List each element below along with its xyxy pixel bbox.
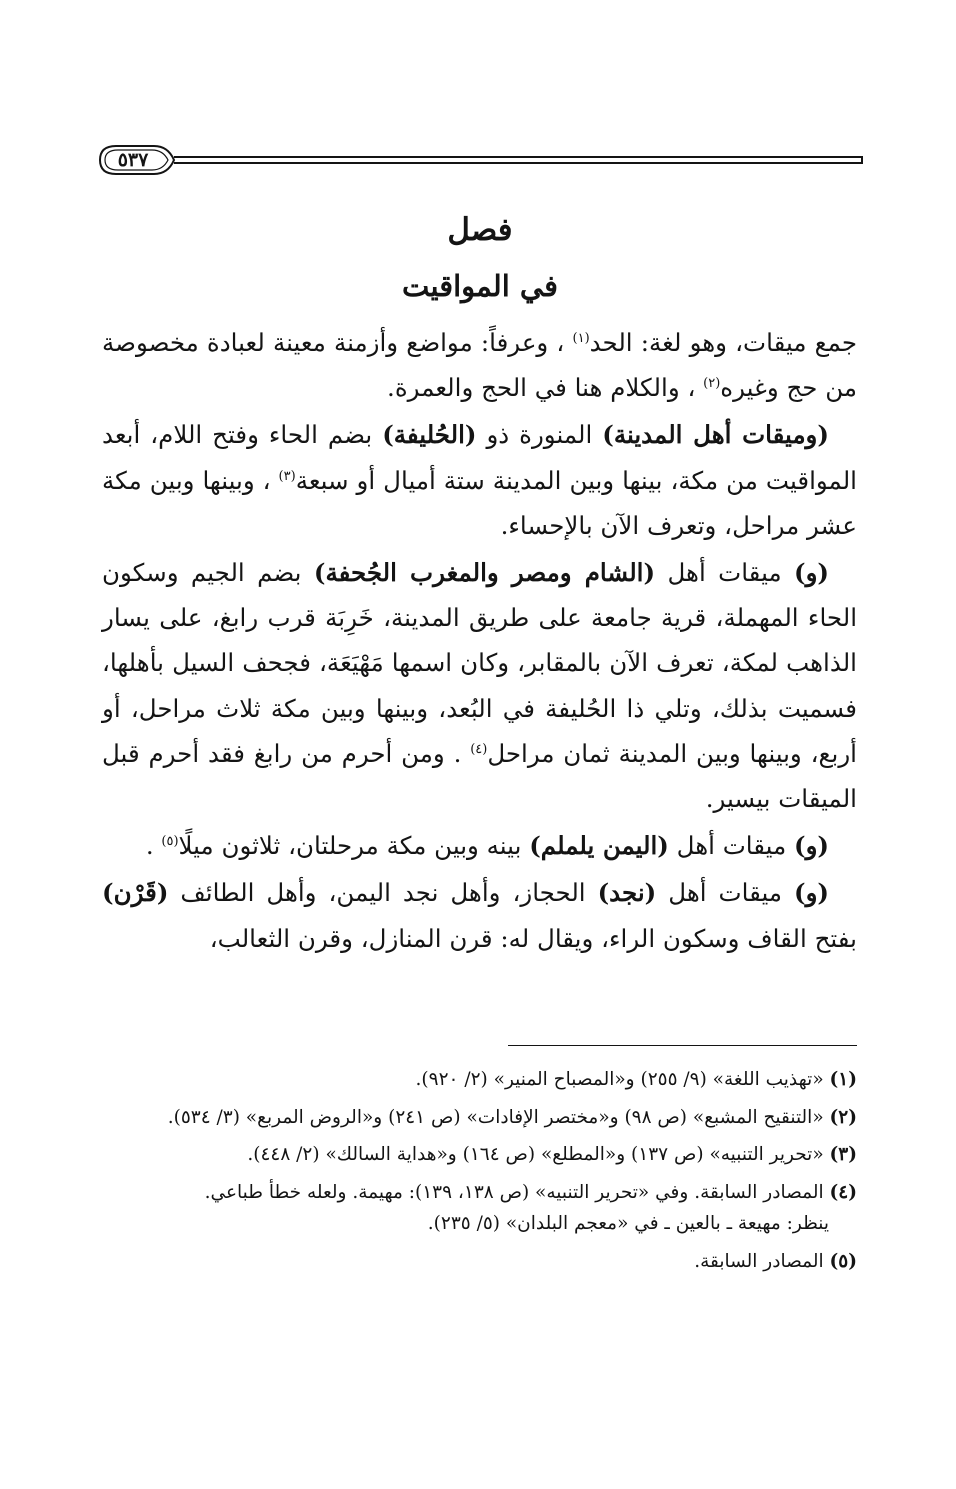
page-number: ٥٣٧ [117, 149, 149, 171]
paragraph-text: ، والكلام هنا في الحج والعمرة. [387, 373, 704, 403]
footnote-number: (١) [829, 1069, 857, 1090]
footnote-reference[interactable]: (٢) [703, 376, 721, 392]
paragraph [102, 320, 857, 410]
footnote-reference[interactable]: (١) [572, 330, 590, 346]
footnote-text: المصادر السابقة. وفي «تحرير التنبيه» (ص ١٣٨، ١٣٩): مهيمة. ولعله خطأ طباعي. [204, 1181, 824, 1203]
chapter-title: فصل [447, 212, 513, 248]
paragraph-text: ، وبينها وبين مكة عشر مراحل، وتعرف الآن بالإحساء. [102, 465, 857, 540]
footnote [102, 1177, 857, 1240]
footnotes [102, 1064, 857, 1283]
footnote [102, 1246, 857, 1278]
footnote-divider [508, 1045, 857, 1046]
footnote-number: (٥) [829, 1250, 857, 1272]
body-text [102, 320, 857, 963]
paragraph-text: بينه وبين مكة مرحلتان، ثلاثون ميلًا [178, 831, 530, 861]
chapter-heading [96, 205, 864, 311]
paragraph-text: بضم الجيم وسكون الحاء المهملة، قرية جامعة على طريق المدينة، خَرِبَة قرب رابغ، على يسار الذاهب لمكة، تعرف الآن بالمقابر، وكان اسمها مَهْيَعَة، فجحف السيل بأهلها، فسميت بذلك، وتلي ذا الحُليفة في البُعد، وبينها وبين مكة ثلاث مراحل، أو أربع، وبينها وبين المدينة ثمان مراحل [102, 558, 858, 768]
paragraph-text: ميقات أهل [668, 831, 794, 861]
paragraph-text: بفتح القاف وسكون الراء، ويقال له: قرن المنازل، وقرن الثعالب، [209, 923, 857, 953]
footnote-continuation: ينظر: مهيعة ـ بالعين ـ في «معجم البلدان» (٥/ ٢٣٥). [427, 1213, 829, 1234]
paragraph-text: الحجاز، وأهل نجد اليمن، وأهل الطائف [168, 878, 598, 908]
header-ornament [96, 142, 864, 178]
bold-term: (وميقات أهل المدينة) [602, 420, 829, 450]
paragraph-text: ميقات أهل [656, 878, 794, 908]
footnote-number: (٢) [829, 1106, 857, 1128]
footnote-reference[interactable]: (٥) [161, 834, 179, 850]
paragraph-text: . [145, 831, 162, 861]
paragraph-text: المنورة ذو [476, 420, 603, 450]
footnote-text: «التنقيح المشبع» (ص ٩٨) و«مختصر الإفادات» (ص ٢٤١) و«الروض المربع» (٣/ ٥٣٤). [167, 1106, 824, 1128]
bold-term: (و) [794, 558, 830, 588]
bold-term: (و) [793, 831, 829, 861]
bold-term: (قَرْن) [102, 878, 169, 908]
paragraph-text: بضم الحاء وفتح اللام، أبعد المواقيت من مكة، بينها وبين المدينة ستة أميال أو سبعة [102, 420, 857, 495]
footnote-reference[interactable]: (٣) [278, 468, 296, 484]
paragraph [102, 550, 857, 821]
footnote [102, 1102, 857, 1134]
paragraph [102, 412, 857, 548]
footnote-text: «تهذيب اللغة» (٩/ ٢٥٥) و«المصباح المنير» (٢/ ٩٢٠). [415, 1069, 824, 1090]
bold-term: (الشام ومصر والمغرب الجُحفة) [313, 558, 656, 588]
footnote-reference[interactable]: (٤) [470, 741, 488, 757]
paragraph-text: جمع ميقات، وهو لغة: الحد [589, 328, 857, 357]
paragraph [102, 870, 857, 960]
footnote-number: (٣) [829, 1144, 857, 1165]
paragraph-text: . ومن أحرم من رابغ فقد أحرم قبل الميقات بيسير. [102, 738, 857, 814]
bold-term: (الحُليفة) [382, 420, 477, 450]
page-header [96, 142, 864, 178]
footnote [102, 1064, 857, 1096]
paragraph-text: ميقات أهل [655, 558, 794, 588]
bold-term: (و) [793, 878, 829, 908]
paragraph-text: ، وعرفاً: مواضع وأزمنة معينة لعبادة مخصوصة من حج وغيره [102, 328, 857, 403]
bold-term: (اليمن يلملم) [529, 831, 669, 861]
footnote-number: (٤) [829, 1181, 857, 1203]
footnote-text: «تحرير التنبيه» (ص ١٣٧) و«المطلع» (ص ١٦٤) و«هداية السالك» (٢/ ٤٤٨). [247, 1144, 824, 1165]
footnote [102, 1139, 857, 1171]
footnote-text: المصادر السابقة. [694, 1250, 824, 1272]
chapter-subtitle: في المواقيت [402, 269, 558, 303]
bold-term: (نجد) [597, 878, 657, 908]
paragraph [102, 823, 857, 868]
